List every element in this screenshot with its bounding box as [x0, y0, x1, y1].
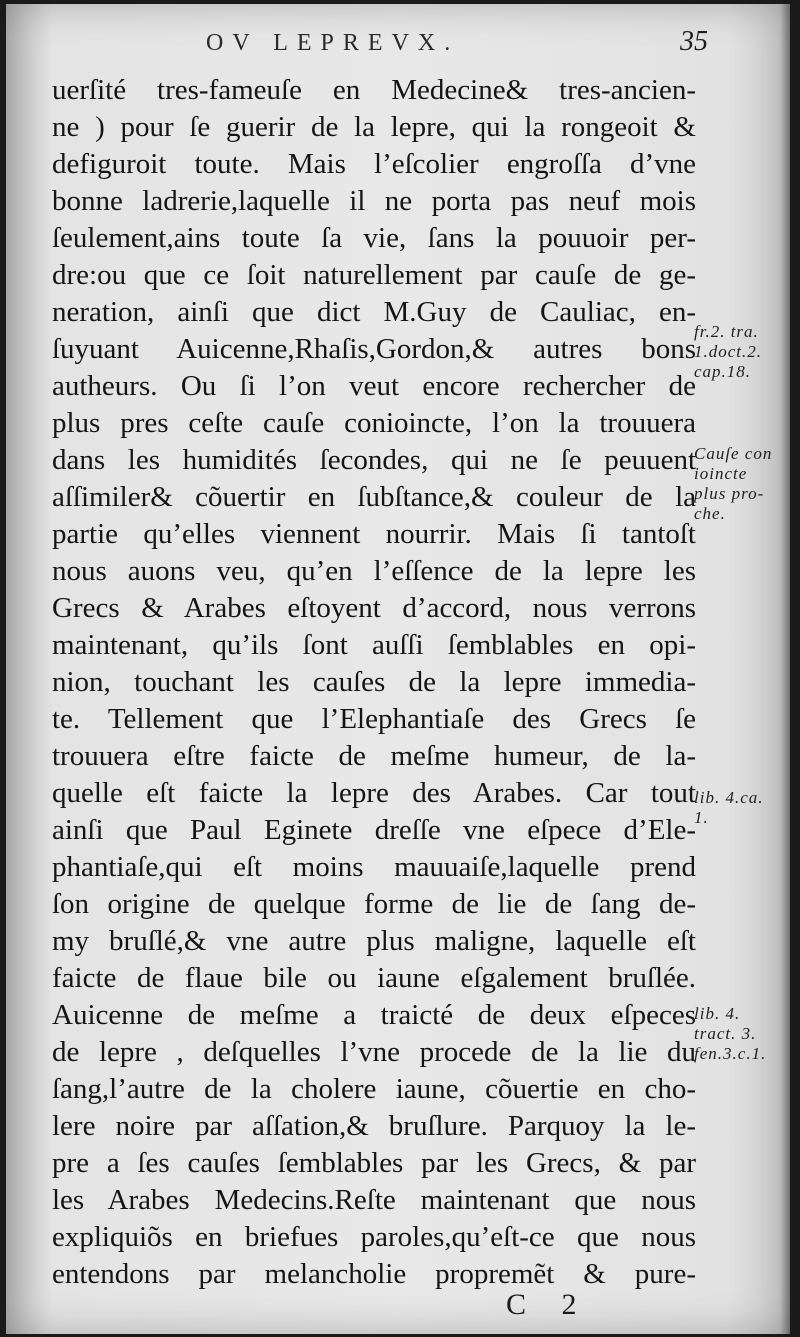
text-line: nous auons veu, qu’en l’eſſence de la lepre les	[52, 555, 696, 587]
margin-note-line: plus pro-	[694, 484, 765, 503]
text-line: Grecs & Arabes eſtoyent d’accord, nous verrons	[52, 592, 696, 624]
margin-note-line: tract. 3.	[694, 1024, 757, 1043]
text-line: lere noire par aſſation,& bruſlure. Parquoy la le-	[52, 1110, 696, 1142]
text-line: maintenant, qu’ils ſont auſſi ſemblables en opi-	[52, 629, 696, 661]
text-line: plus pres ceſte cauſe conioincte, l’on la trouuera	[52, 407, 696, 439]
running-head	[6, 26, 790, 64]
text-line: les Arabes Medecins.Reſte maintenant que nous	[52, 1184, 696, 1216]
page-edge-shadow	[780, 4, 790, 1334]
text-line: nion, touchant les cauſes de la lepre immedia-	[52, 666, 696, 698]
margin-note-line: che.	[694, 504, 726, 523]
text-line: entendons par melancholie propremẽt & pure-	[52, 1258, 696, 1290]
text-line: my bruſlé,& vne autre plus maligne, laquelle eſt	[52, 925, 696, 957]
margin-note	[694, 788, 790, 828]
margin-note	[694, 1004, 790, 1064]
margin-note	[694, 322, 790, 382]
text-line: uerſité tres-fameuſe en Medecine& tres-ancien-	[52, 74, 696, 106]
text-line: ne ) pour ſe guerir de la lepre, qui la rongeoit &	[52, 111, 696, 143]
text-line: autheurs. Ou ſi l’on veut encore rechercher de	[52, 370, 696, 402]
margin-note-line: Cauſe con	[694, 444, 773, 463]
margin-note-line: 1.	[694, 808, 709, 827]
text-line: pre a ſes cauſes ſemblables par les Grecs, & par	[52, 1147, 696, 1179]
signature-mark: C 2	[506, 1288, 591, 1321]
text-line: neration, ainſi que dict M.Guy de Cauliac, en-	[52, 296, 696, 328]
text-line: bonne ladrerie,laquelle il ne porta pas neuf mois	[52, 185, 696, 217]
text-line: defiguroit toute. Mais l’eſcolier engroſſa d’vne	[52, 148, 696, 180]
text-line: Auicenne de meſme a traicté de deux eſpeces	[52, 999, 696, 1031]
page-number: 35	[680, 26, 708, 57]
text-line: ſon origine de quelque forme de lie de ſang de-	[52, 888, 696, 920]
margin-note-line: fr.2. tra.	[694, 322, 759, 341]
text-line: partie qu’elles viennent nourrir. Mais ſi tantoſt	[52, 518, 696, 550]
text-line: ainſi que Paul Eginete dreſſe vne eſpece d’Ele-	[52, 814, 696, 846]
text-line: de lepre , deſquelles l’vne procede de la lie du	[52, 1036, 696, 1068]
margin-note-line: fen.3.c.1.	[694, 1044, 767, 1063]
text-line: dre:ou que ce ſoit naturellement par cauſe de ge-	[52, 259, 696, 291]
margin-note-line: cap.18.	[694, 362, 752, 381]
text-line: te. Tellement que l’Elephantiaſe des Grecs ſe	[52, 703, 696, 735]
margin-note	[694, 444, 790, 524]
text-line: trouuera eſtre faicte de meſme humeur, de la-	[52, 740, 696, 772]
margin-note-line: lib. 4.	[694, 1004, 741, 1023]
text-line: ſeulement,ains toute ſa vie, ſans la pouuoir per-	[52, 222, 696, 254]
text-line: dans les humidités ſecondes, qui ne ſe peuuent	[52, 444, 696, 476]
margin-note-line: 1.doct.2.	[694, 342, 763, 361]
text-line: aſſimiler& cõuertir en ſubſtance,& couleur de la	[52, 481, 696, 513]
book-page	[6, 4, 790, 1334]
margin-note-line: lib. 4.ca.	[694, 788, 764, 807]
text-line: expliquiõs en briefues paroles,qu’eſt-ce que nous	[52, 1221, 696, 1253]
text-line: phantiaſe,qui eſt moins mauuaiſe,laquelle prend	[52, 851, 696, 883]
margin-note-line: ioincte	[694, 464, 748, 483]
text-line: ſuyuant Auicenne,Rhaſis,Gordon,& autres bons	[52, 333, 696, 365]
text-line: quelle eſt faicte la lepre des Arabes. Car tout	[52, 777, 696, 809]
main-text-block	[52, 72, 696, 1293]
text-line: faicte de flaue bile ou iaune eſgalement bruſlée.	[52, 962, 696, 994]
running-title: OV LEPREVX.	[206, 30, 460, 56]
text-line: ſang,l’autre de la cholere iaune, cõuertie en cho-	[52, 1073, 696, 1105]
